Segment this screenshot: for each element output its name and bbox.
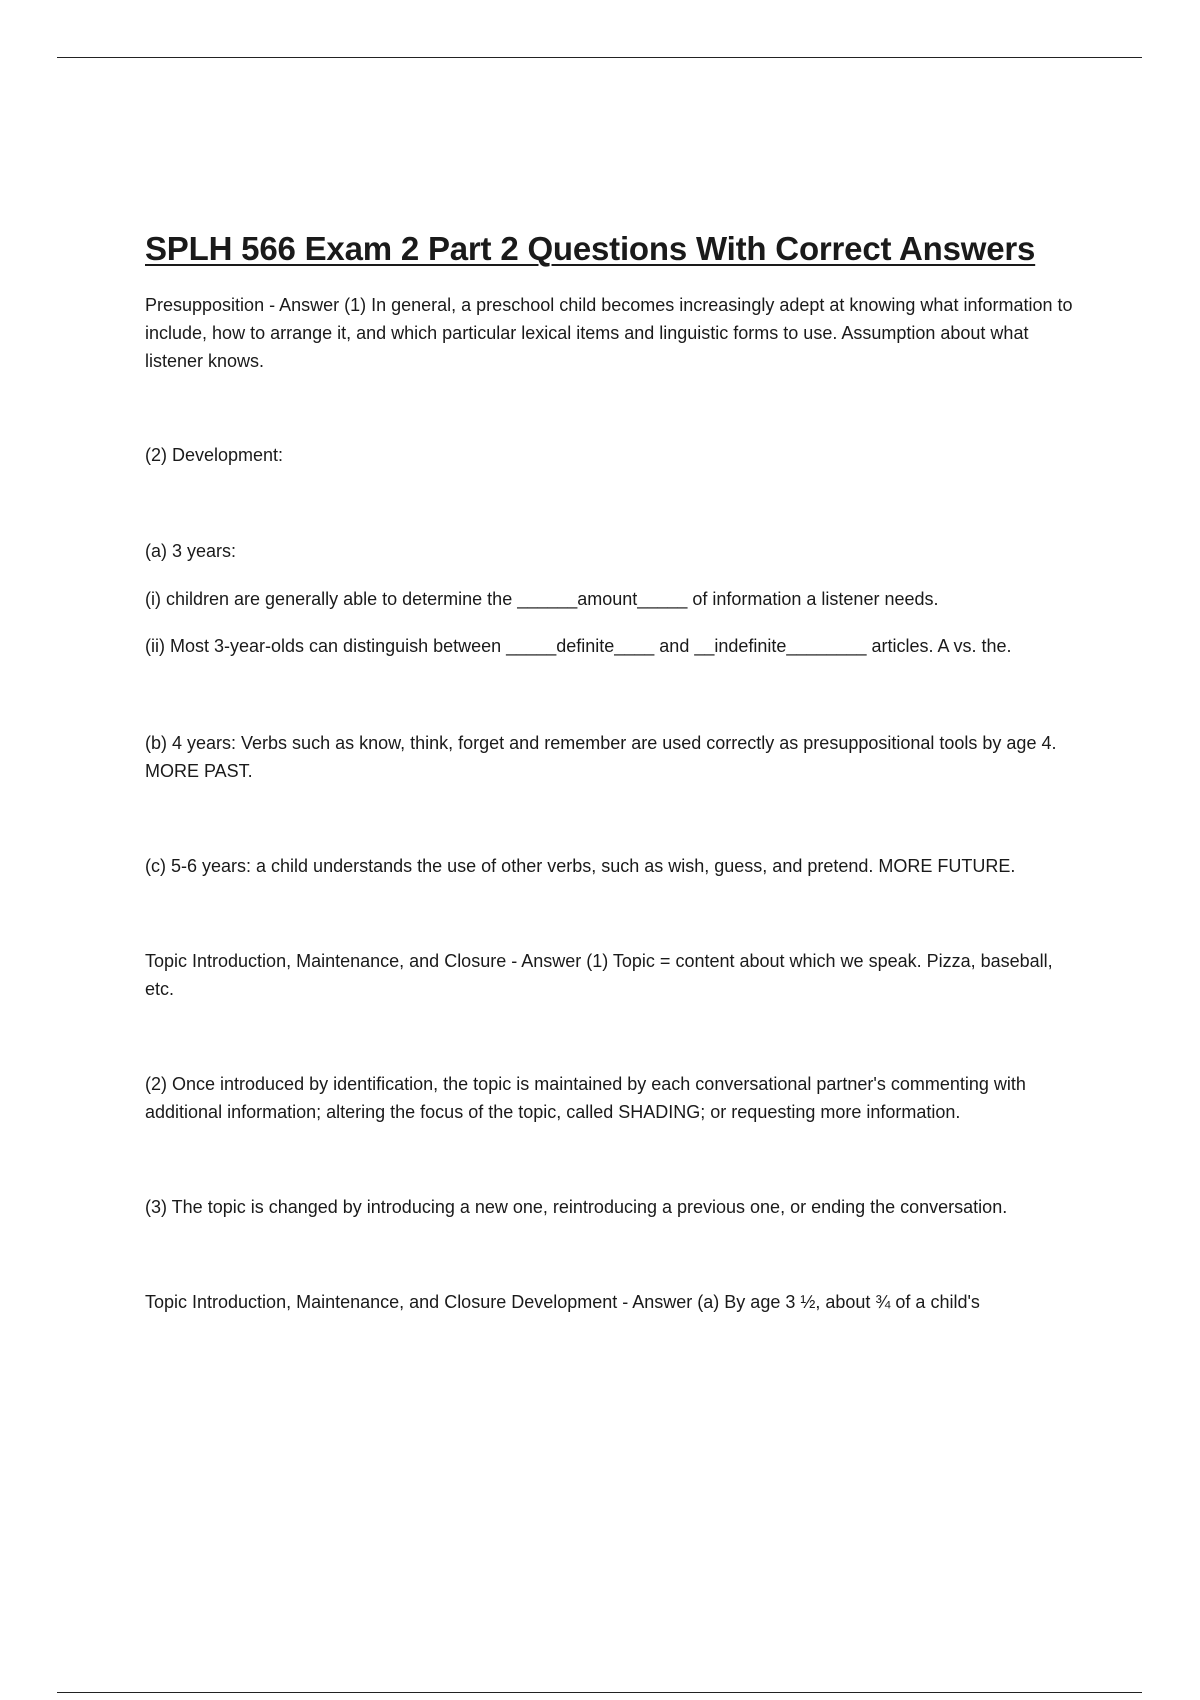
paragraph-3-years-ii: (ii) Most 3-year-olds can distinguish between _____definite____ and __indefinite________ articles. A vs. the. — [145, 636, 1012, 656]
header-rule — [57, 57, 1142, 58]
paragraph-topic-maintenance: (2) Once introduced by identification, the topic is maintained by each conversational partner's commenting with additional information; altering the focus of the topic, called SHADING; or requesting more information. — [145, 1074, 1026, 1122]
paragraph-3-years-i: (i) children are generally able to determine the ______amount_____ of information a listener needs. — [145, 589, 939, 609]
paragraph-development: (2) Development: — [145, 445, 284, 465]
document-body — [145, 225, 1085, 1316]
paragraph-5-6-years: (c) 5-6 years: a child understands the use of other verbs, such as wish, guess, and pretend. MORE FUTURE. — [145, 856, 1016, 876]
footer-rule — [57, 1692, 1142, 1693]
paragraph-presupposition: Presupposition - Answer (1) In general, a preschool child becomes increasingly adept at knowing what information to include, how to arrange it, and which particular lexical items and linguistic forms to use. Assumption about what listener knows. — [145, 295, 1073, 371]
paragraph-topic-change: (3) The topic is changed by introducing a new one, reintroducing a previous one, or ending the conversation. — [145, 1197, 1008, 1217]
paragraph-topic-development: Topic Introduction, Maintenance, and Closure Development - Answer (a) By age 3 ½, about ¾ of a child's — [145, 1292, 980, 1312]
paragraph-3-years: (a) 3 years: — [145, 541, 237, 561]
paragraph-4-years: (b) 4 years: Verbs such as know, think, forget and remember are used correctly as presuppositional tools by age 4. MORE PAST. — [145, 733, 1057, 781]
document-title: SPLH 566 Exam 2 Part 2 Questions With Correct Answers — [145, 230, 1036, 267]
paragraph-topic-intro: Topic Introduction, Maintenance, and Closure - Answer (1) Topic = content about which we speak. Pizza, baseball, etc. — [145, 951, 1053, 999]
